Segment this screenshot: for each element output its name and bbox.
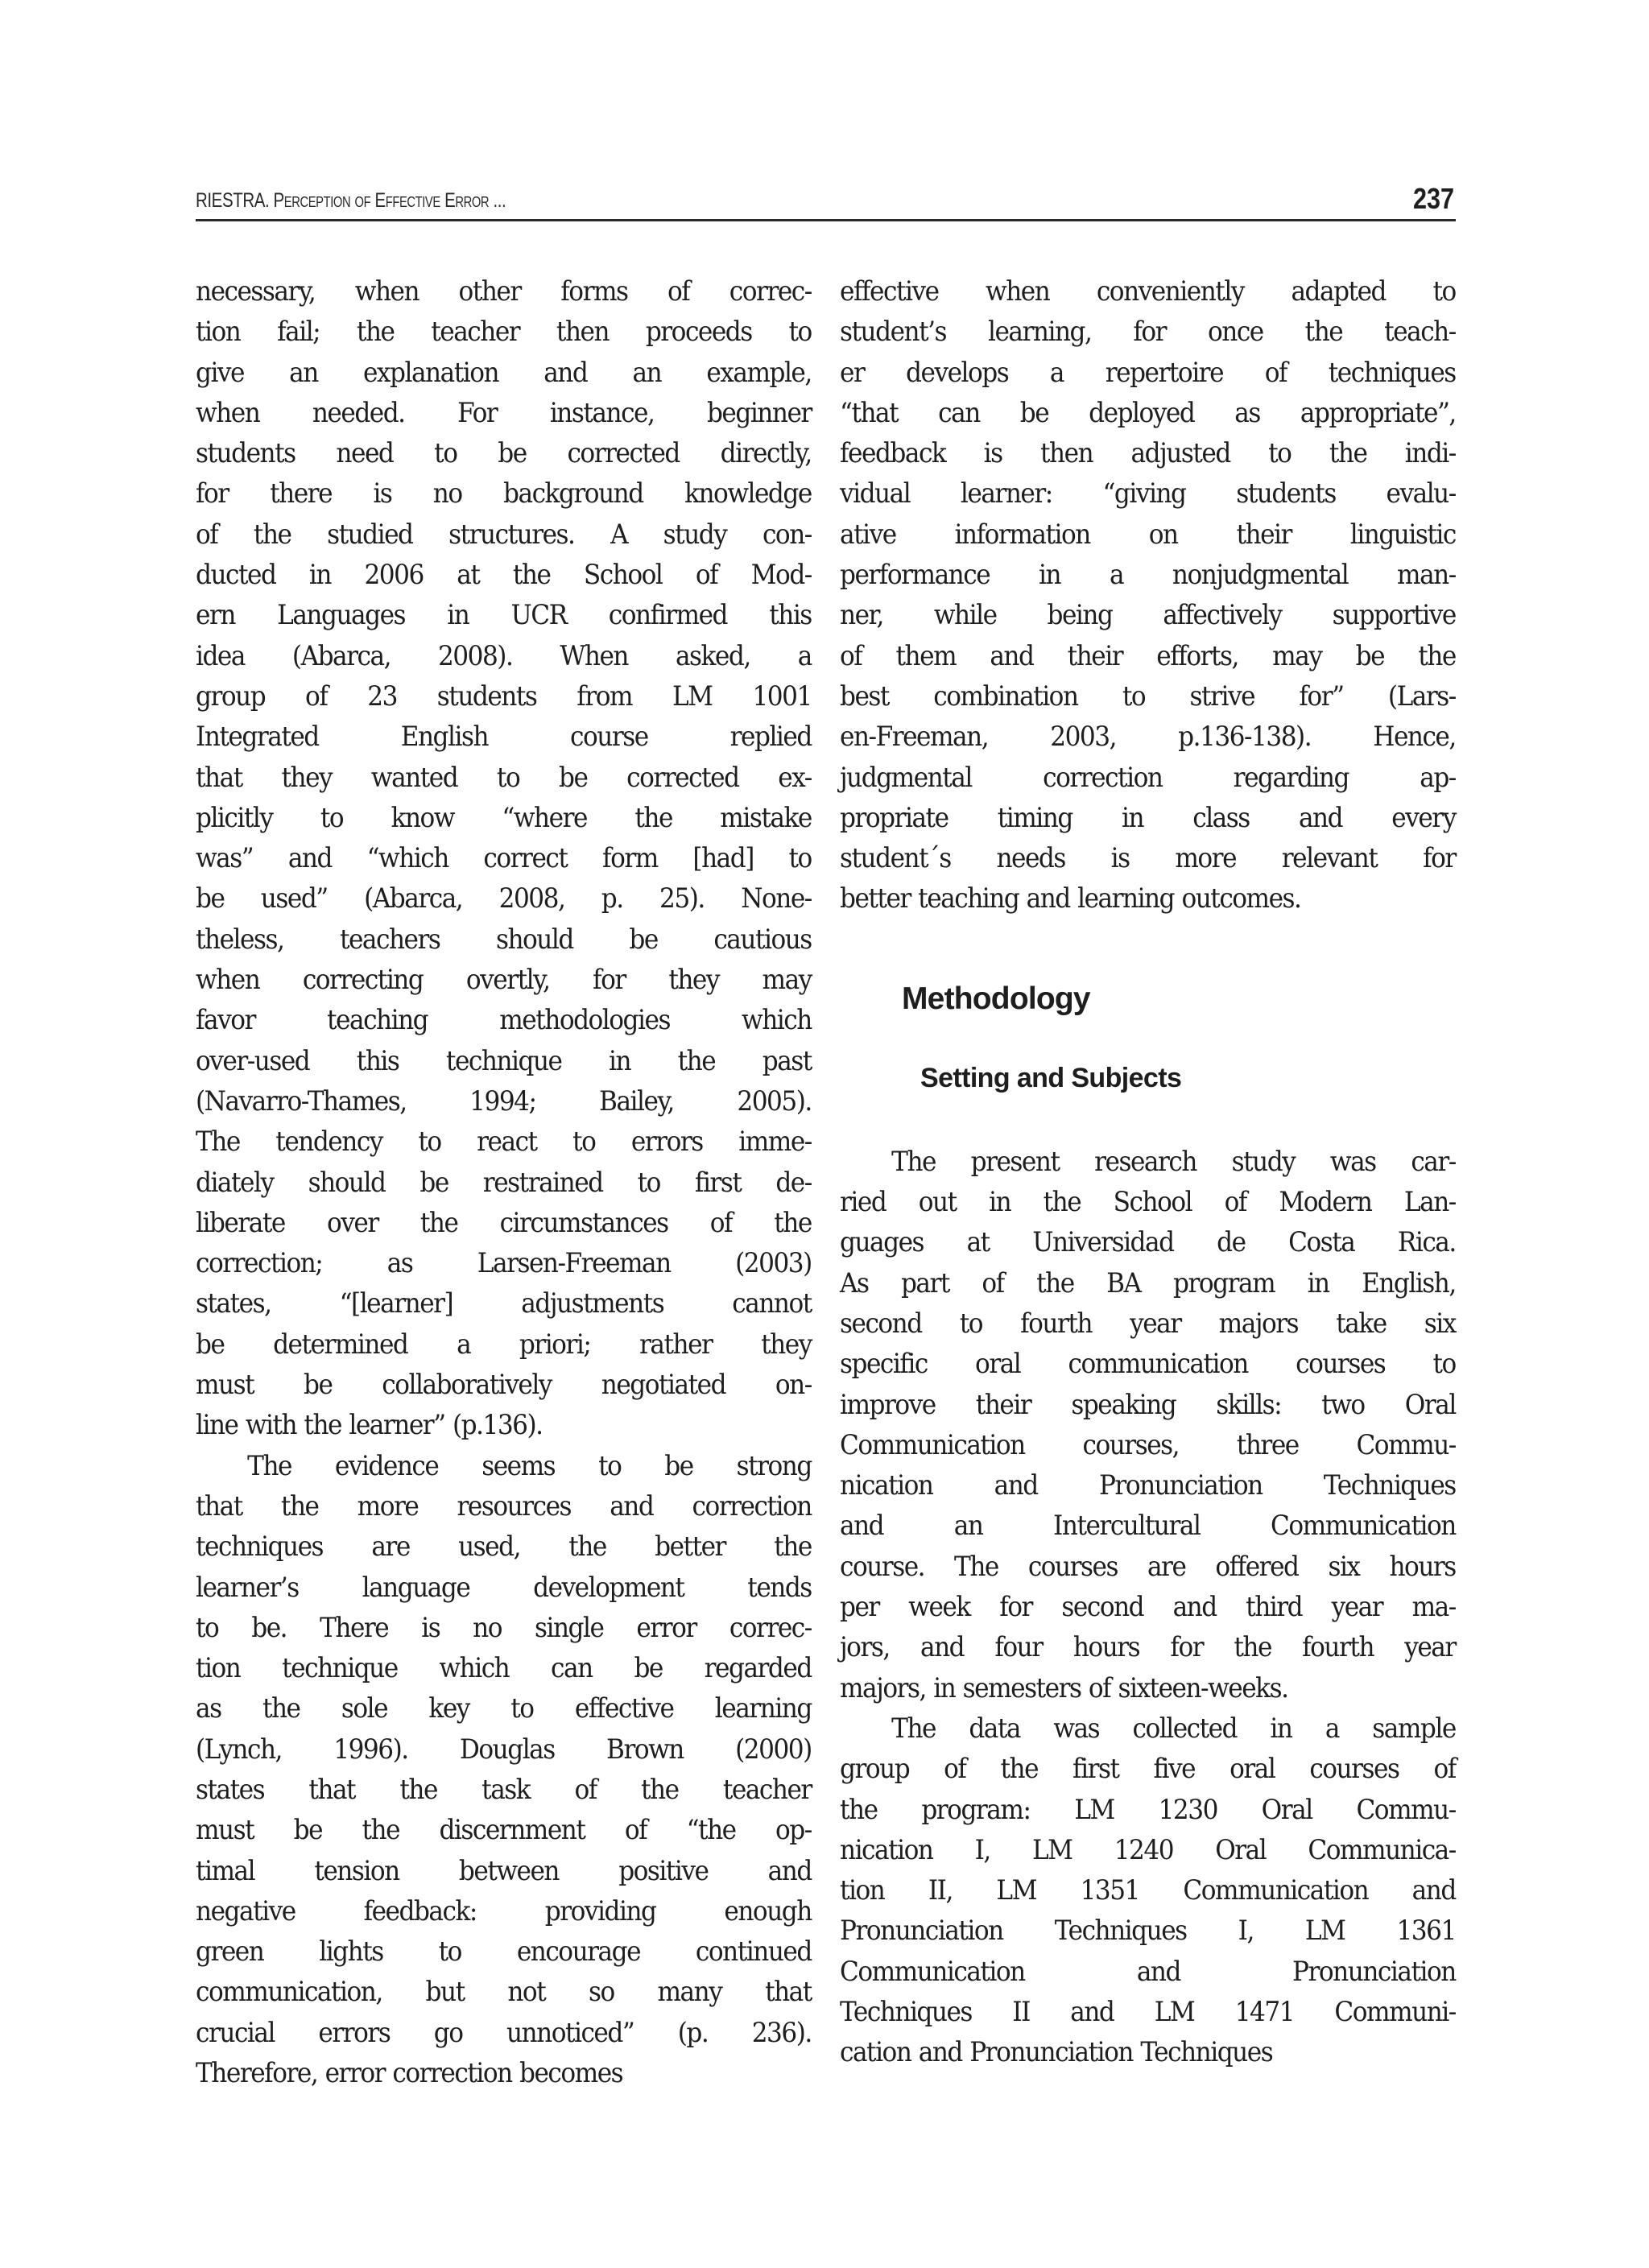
text-line: improve their speaking skills: two Oral bbox=[840, 1388, 1456, 1420]
text-line: performance in a nonjudgmental man- bbox=[840, 559, 1456, 591]
text-line: jors, and four hours for the fourth year bbox=[840, 1631, 1456, 1663]
text-line: of them and their efforts, may be the bbox=[840, 639, 1456, 671]
text-line: liberate over the circumstances of the bbox=[196, 1206, 812, 1238]
text-line: correction; as Larsen-Freeman (2003) bbox=[196, 1247, 812, 1279]
text-line: techniques are used, the better the bbox=[196, 1531, 812, 1563]
text-line: when correcting overtly, for they may bbox=[196, 964, 812, 996]
page-number: 237 bbox=[1412, 182, 1454, 215]
text-line: The evidence seems to be strong bbox=[247, 1449, 812, 1481]
text-line: propriate timing in class and every bbox=[840, 801, 1456, 833]
text-line: that they wanted to be corrected ex- bbox=[196, 761, 812, 793]
text-line: and an Intercultural Communication bbox=[840, 1510, 1456, 1542]
text-line: must be collaboratively negotiated on- bbox=[196, 1369, 812, 1401]
text-line: (Navarro-Thames, 1994; Bailey, 2005). bbox=[196, 1084, 812, 1117]
text-line: student’s learning, for once the teach- bbox=[840, 316, 1456, 348]
text-line: plicitly to know “where the mistake bbox=[196, 801, 812, 833]
text-line: effective when conveniently adapted to bbox=[840, 275, 1456, 307]
text-line: vidual learner: “giving students evalu- bbox=[840, 477, 1456, 510]
text-line: ried out in the School of Modern Lan- bbox=[840, 1186, 1456, 1218]
text-line: en-Freeman, 2003, p.136-138). Hence, bbox=[840, 721, 1456, 753]
text-line: Techniques II and LM 1471 Communi- bbox=[840, 1995, 1456, 2027]
text-line: when needed. For instance, beginner bbox=[196, 396, 812, 428]
spacer bbox=[840, 1019, 1456, 1058]
text-line: must be the discernment of “the op- bbox=[196, 1814, 812, 1846]
text-line: Integrated English course replied bbox=[196, 721, 812, 753]
text-line: feedback is then adjusted to the indi- bbox=[840, 437, 1456, 469]
text-line: crucial errors go unnoticed” (p. 236). bbox=[196, 2016, 812, 2048]
text-line: “that can be deployed as appropriate”, bbox=[840, 396, 1456, 428]
section-heading: Methodology bbox=[902, 981, 1090, 1016]
text-line: learner’s language development tends bbox=[196, 1571, 812, 1603]
text-line: guages at Universidad de Costa Rica. bbox=[840, 1226, 1456, 1258]
text-line: The present research study was car- bbox=[891, 1145, 1456, 1177]
spacer bbox=[840, 1098, 1456, 1142]
text-line: ern Languages in UCR confirmed this bbox=[196, 599, 812, 631]
text-line: favor teaching methodologies which bbox=[196, 1004, 812, 1036]
running-head-title: RIESTRA. Perception of Effective Error ... bbox=[196, 189, 506, 212]
text-line: Communication and Pronunciation bbox=[840, 1955, 1456, 1987]
text-line: (Lynch, 1996). Douglas Brown (2000) bbox=[196, 1733, 812, 1765]
text-line: idea (Abarca, 2008). When asked, a bbox=[196, 639, 812, 671]
text-line: Communication courses, three Commu- bbox=[840, 1428, 1456, 1460]
text-line: group of the first five oral courses of bbox=[840, 1753, 1456, 1785]
text-line: course. The courses are offered six hours bbox=[840, 1550, 1456, 1582]
text-line: The tendency to react to errors imme- bbox=[196, 1126, 812, 1158]
text-line: tion technique which can be regarded bbox=[196, 1652, 812, 1684]
text-line: ative information on their linguistic bbox=[840, 518, 1456, 550]
text-line: was” and “which correct form [had] to bbox=[196, 842, 812, 874]
text-line: ner, while being affectively supportive bbox=[840, 599, 1456, 631]
text-line: Pronunciation Techniques I, LM 1361 bbox=[840, 1915, 1456, 1947]
text-line: give an explanation and an example, bbox=[196, 356, 812, 388]
text-line: student´s needs is more relevant for bbox=[840, 842, 1456, 874]
left-column bbox=[196, 271, 812, 2093]
text-line: the program: LM 1230 Oral Commu- bbox=[840, 1793, 1456, 1825]
text-line: to be. There is no single error correc- bbox=[196, 1611, 812, 1643]
text-line: timal tension between positive and bbox=[196, 1854, 812, 1886]
text-line: er develops a repertoire of techniques bbox=[840, 356, 1456, 388]
text-line: best combination to strive for” (Lars- bbox=[840, 680, 1456, 712]
text-line: communication, but not so many that bbox=[196, 1976, 812, 2008]
text-line: per week for second and third year ma- bbox=[840, 1591, 1456, 1623]
text-line: be determined a priori; rather they bbox=[196, 1328, 812, 1360]
text-line: tion fail; the teacher then proceeds to bbox=[196, 316, 812, 348]
text-line: group of 23 students from LM 1001 bbox=[196, 680, 812, 712]
text-line: nication I, LM 1240 Oral Communica- bbox=[840, 1833, 1456, 1865]
text-line: theless, teachers should be cautious bbox=[196, 923, 812, 955]
text-line: Therefore, error correction becomes bbox=[196, 2057, 623, 2089]
text-line: green lights to encourage continued bbox=[196, 1935, 812, 1968]
text-line: be used” (Abarca, 2008, p. 25). None- bbox=[196, 882, 812, 915]
text-line: The data was collected in a sample bbox=[891, 1712, 1456, 1744]
text-line: over-used this technique in the past bbox=[196, 1044, 812, 1076]
running-header bbox=[196, 182, 1456, 221]
text-line: students need to be corrected directly, bbox=[196, 437, 812, 469]
text-line: majors, in semesters of sixteen-weeks. bbox=[840, 1671, 1288, 1704]
text-line: judgmental correction regarding ap- bbox=[840, 761, 1456, 793]
text-line: As part of the BA program in English, bbox=[840, 1266, 1456, 1299]
spacer bbox=[840, 919, 1456, 979]
text-line: diately should be restrained to first de- bbox=[196, 1166, 812, 1198]
text-line: line with the learner” (p.136). bbox=[196, 1409, 543, 1441]
text-line: states that the task of the teacher bbox=[196, 1773, 812, 1805]
text-line: states, “[learner] adjustments cannot bbox=[196, 1287, 812, 1320]
text-line: nication and Pronunciation Techniques bbox=[840, 1469, 1456, 1502]
text-line: cation and Pronunciation Techniques bbox=[840, 2036, 1273, 2068]
text-line: as the sole key to effective learning bbox=[196, 1692, 812, 1725]
right-column bbox=[840, 271, 1456, 2073]
text-line: tion II, LM 1351 Communication and bbox=[840, 1874, 1456, 1907]
text-line: ducted in 2006 at the School of Mod- bbox=[196, 559, 812, 591]
text-line: of the studied structures. A study con- bbox=[196, 518, 812, 550]
text-line: second to fourth year majors take six bbox=[840, 1307, 1456, 1339]
text-line: that the more resources and correction bbox=[196, 1489, 812, 1522]
text-line: specific oral communication courses to bbox=[840, 1348, 1456, 1380]
text-line: better teaching and learning outcomes. bbox=[840, 882, 1301, 915]
text-line: negative feedback: providing enough bbox=[196, 1894, 812, 1927]
text-line: necessary, when other forms of correc- bbox=[196, 275, 812, 307]
subsection-heading: Setting and Subjects bbox=[920, 1062, 1182, 1093]
text-line: for there is no background knowledge bbox=[196, 477, 812, 510]
